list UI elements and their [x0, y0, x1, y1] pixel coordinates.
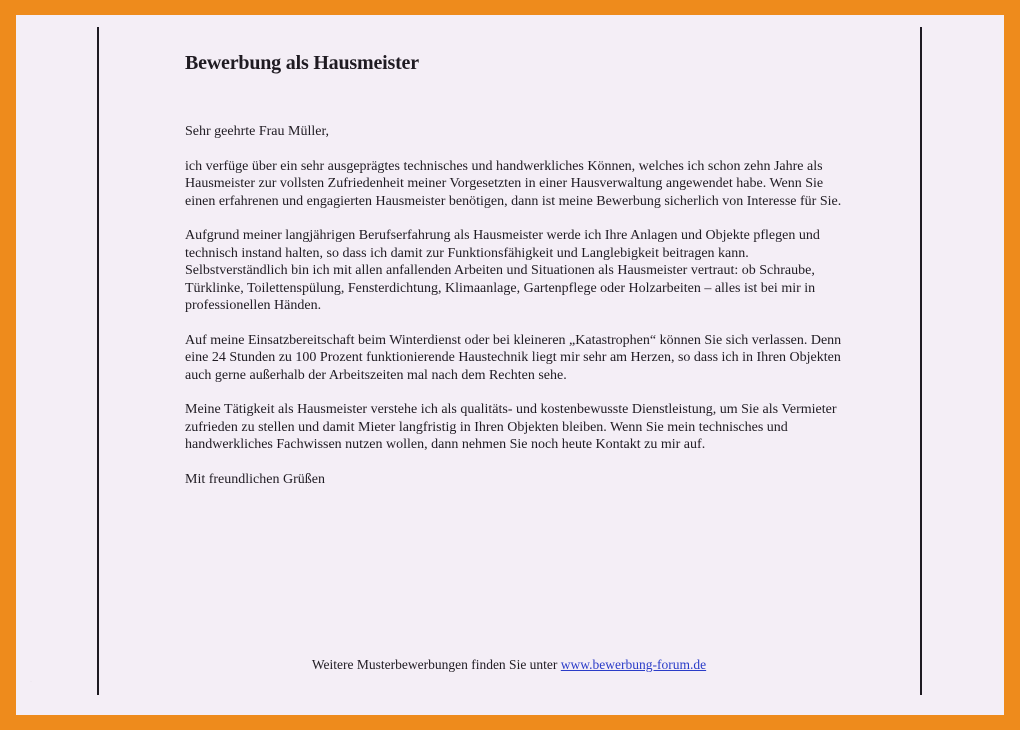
letter-title: Bewerbung als Hausmeister — [185, 52, 419, 74]
letter-paragraph-1: ich verfüge über ein sehr ausgeprägtes technisches und handwerkliches Können, welches ich schon zehn Jahre als Hausmeister zur vollsten Zufriedenheit meiner Vorgesetzten in einer Hausverwaltung angewendet habe. Wenn Sie einen erfahrenen und engagierten Hausmeister benötigen, dann ist meine Bewerbung sicherlich von Interesse für Sie. — [185, 158, 842, 209]
footer-text: Weitere Musterbewerbungen finden Sie unter — [311, 657, 558, 672]
footer-note — [98, 656, 920, 673]
right-margin-rule — [920, 27, 922, 695]
letter-paragraph-3: Auf meine Einsatzbereitschaft beim Winterdienst oder bei kleineren „Katastrophen“ können Sie sich verlassen. Denn eine 24 Stunden zu 100 Prozent funktionierende Haustechnik liegt mir sehr am Herzen, so dass ich in Ihren Objekten auch gerne außerhalb der Arbeitszeiten mal nach dem Rechten sehe. — [185, 332, 842, 383]
letter-paragraph-2: Aufgrund meiner langjährigen Berufserfahrung als Hausmeister werde ich Ihre Anlagen und Objekte pflegen und technisch instand halten, so dass ich damit zur Funktionsfähigkeit und Langlebigkeit beitragen kann. Selbstverständlich bin ich mit allen anfallenden Arbeiten und Situationen als Hausmeister vertraut: ob Schraube, Türklinke, Toilettenspülung, Fensterdichtung, Klimaanlage, Gartenpflege oder Holzarbeiten – alles ist bei mir in professionellen Händen. — [185, 228, 820, 313]
letter-closing: Mit freundlichen Grüßen — [185, 471, 325, 487]
letter-paragraph-4: Meine Tätigkeit als Hausmeister verstehe ich als qualitäts- und kostenbewusste Dienstleistung, um Sie als Vermieter zufrieden zu stellen und damit Mieter langfristig in Ihren Objekten bleiben. Wenn Sie mein technisches und handwerkliches Fachwissen nutzen wollen, dann nehmen Sie noch heute Kontakt zu mir auf. — [185, 402, 837, 452]
watermark-mark: · — [30, 679, 32, 685]
letter-salutation: Sehr geehrte Frau Müller, — [185, 124, 330, 139]
footer-link[interactable]: www.bewerbung-forum.de — [560, 657, 707, 672]
document-page — [16, 15, 1004, 715]
left-margin-rule — [97, 27, 99, 695]
letter-body — [185, 51, 845, 488]
